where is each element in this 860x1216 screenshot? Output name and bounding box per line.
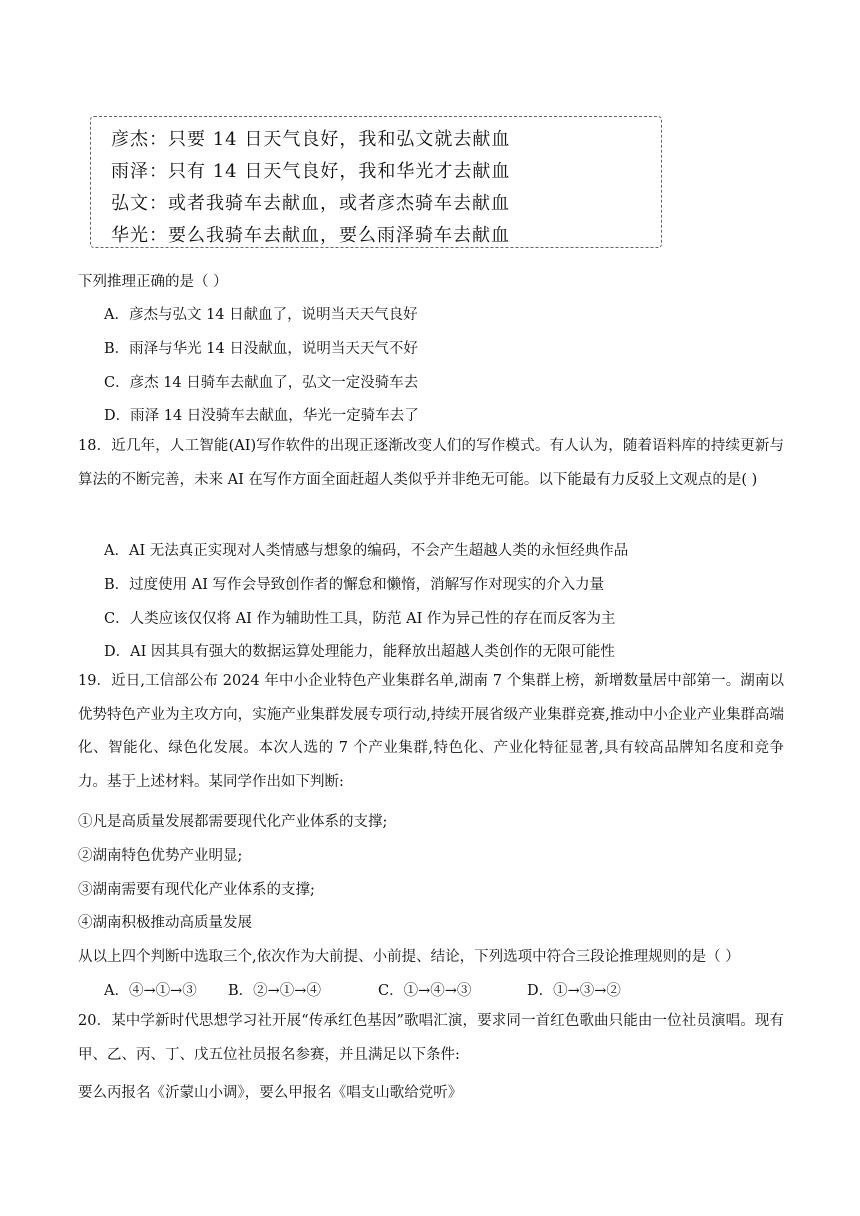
q18-stem: 18．近几年，人工智能(AI)写作软件的出现正逐渐改变人们的写作模式。有人认为，随着语料库的持续更新与算法的不断完善，未来 AI 在写作方面全面赶超人类似乎并非绝无可能。以下能最有力反驳上文观点的是( ): [78, 438, 784, 488]
q17-option-c: C．彦杰 14 日骑车去献血了，弘文一定没骑车去: [104, 375, 419, 391]
q19-option-d: D．①→③→②: [527, 983, 621, 999]
q19-judgment-4: ④湖南积极推动高质量发展: [78, 915, 252, 931]
dialogue-box: [90, 116, 662, 248]
q19-option-c: C．①→④→③: [378, 983, 472, 999]
q17-option-b: B．雨泽与华光 14 日没献血，说明当天天气不好: [104, 341, 418, 357]
dialogue-line-hongwen: 弘文：或者我骑车去献血，或者彦杰骑车去献血: [111, 193, 510, 214]
q17-prompt: 下列推理正确的是（ ）: [78, 274, 228, 290]
q20-condition: 要么丙报名《沂蒙山小调》，要么甲报名《唱支山歌给党听》: [78, 1085, 463, 1101]
dialogue-line-yuze: 雨泽：只有 14 日天气良好，我和华光才去献血: [111, 161, 511, 182]
q19-judgment-2: ②湖南特色优势产业明显;: [78, 848, 243, 864]
dialogue-line-huaguang: 华光：要么我骑车去献血，要么雨泽骑车去献血: [111, 225, 510, 246]
q18-option-a: A．AI 无法真正实现对人类情感与想象的编码，不会产生超越人类的永恒经典作品: [104, 543, 629, 559]
q20-stem: 20．某中学新时代思想学习社开展“传承红色基因”歌唱汇演，要求同一首红色歌曲只能由一位社员演唱。现有甲、乙、丙、丁、戊五位社员报名参赛，并且满足以下条件:: [78, 1013, 784, 1063]
q18-option-d: D．AI 因其具有强大的数据运算处理能力，能释放出超越人类创作的无限可能性: [104, 644, 615, 660]
q17-option-d: D．雨泽 14 日没骑车去献血，华光一定骑车去了: [104, 408, 419, 424]
q19-stem: 19．近日,工信部公布 2024 年中小企业特色产业集群名单,湖南 7 个集群上榜，新增数量居中部第一。湖南以优势特色产业为主攻方向，实施产业集群发展专项行动,持续开展省级产业集群竞赛,推动中小企业产业集群高端化、智能化、绿色化发展。本次人选的 7 个产业集群,特色化、产业化特征显著,具有较高品牌知名度和竞争力。基于上述材料。某同学作出如下判断:: [78, 673, 784, 790]
dialogue-line-yanjie: 彦杰：只要 14 日天气良好，我和弘文就去献血: [111, 129, 511, 150]
q19-judgment-3: ③湖南需要有现代化产业体系的支撑;: [78, 882, 315, 898]
q19-option-a: A．④→①→③: [104, 983, 197, 999]
q19-option-b: B．②→①→④: [228, 983, 321, 999]
q18-option-c: C．人类应该仅仅将 AI 作为辅助性工具，防范 AI 作为异己性的存在而反客为主: [104, 611, 616, 627]
q19-judgment-1: ①凡是高质量发展都需要现代化产业体系的支撑;: [78, 814, 388, 830]
q18-option-b: B．过度使用 AI 写作会导致创作者的懈怠和懒惰，消解写作对现实的介入力量: [104, 577, 605, 593]
q19-prompt: 从以上四个判断中选取三个,依次作为大前提、小前提、结论，下列选项中符合三段论推理规则的是（ ）: [78, 949, 740, 965]
q17-option-a: A．彦杰与弘文 14 日献血了，说明当天天气良好: [104, 307, 418, 323]
